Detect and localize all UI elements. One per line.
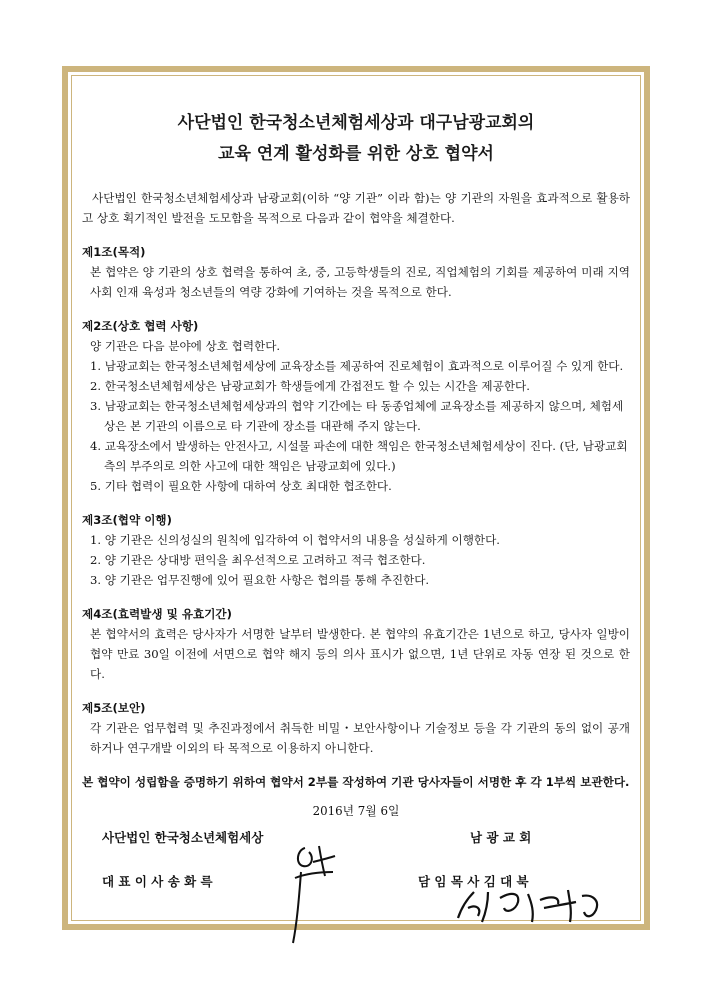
party-right-rep: 담 임 목 사 김 대 북: [418, 874, 529, 889]
closing-statement: 본 협약이 성립함을 증명하기 위하여 협약서 2부를 작성하여 기관 당사자들이 서명한 후 각 1부씩 보관한다.: [82, 775, 630, 789]
article-heading: 제2조(상호 협력 사항): [82, 319, 199, 333]
party-left-rep: 대 표 이 사 송 화 륵: [102, 874, 213, 889]
article-items: [82, 530, 630, 590]
article-heading: 제5조(보안): [82, 701, 146, 715]
article-1: [82, 242, 630, 302]
list-item: 1. 남광교회는 한국청소년체험세상에 교육장소를 제공하여 진로체험이 효과적으로 이루어질 수 있게 한다.: [90, 359, 624, 373]
agreement-document: [82, 108, 630, 818]
document-title: [82, 108, 630, 170]
article-5: [82, 698, 630, 758]
article-heading: 제4조(효력발생 및 유효기간): [82, 607, 232, 621]
article-2: [82, 316, 630, 496]
signing-date: 2016년 7월 6일: [312, 804, 400, 818]
article-4: [82, 604, 630, 684]
list-item: 3. 양 기관은 업무진행에 있어 필요한 사항은 협의를 통해 추진한다.: [90, 573, 430, 587]
list-item: 4. 교육장소에서 발생하는 안전사고, 시설물 파손에 대한 책임은 한국청소년체험세상이 진다. (단, 남광교회 측의 부주의로 의한 사고에 대한 책임은 남광교회에 있다.): [90, 439, 628, 473]
list-item: 2. 한국청소년체험세상은 남광교회가 학생들에게 간접전도 할 수 있는 시간을 제공한다.: [90, 379, 530, 393]
article-body: 각 기관은 업무협력 및 추진과정에서 취득한 비밀・보안사항이나 기술정보 등을 각 기관의 동의 없이 공개하거나 연구개발 이외의 타 목적으로 이용하지 아니한다.: [90, 721, 630, 755]
article-body: 양 기관은 다음 분야에 상호 협력한다.: [90, 339, 281, 353]
list-item: 2. 양 기관은 상대방 편익을 최우선적으로 고려하고 적극 협조한다.: [90, 553, 426, 567]
intro-paragraph: 사단법인 한국청소년체험세상과 남광교회(이하 “양 기관” 이라 함)는 양 기관의 자원을 효과적으로 활용하고 상호 획기적인 발전을 도모함을 목적으로 다음과 같이 협약을 체결한다.: [82, 191, 630, 225]
article-heading: 제3조(협약 이행): [82, 513, 172, 527]
signature-right-icon: [448, 878, 618, 928]
signature-left-icon: [275, 828, 355, 948]
article-body: 본 협약서의 효력은 당사자가 서명한 날부터 발생한다. 본 협약의 유효기간은 1년으로 하고, 당사자 일방이 협약 만료 30일 이전에 서면으로 협약 해지 등의 의사 표시가 없으면, 1년 단위로 자동 연장 된 것으로 한다.: [90, 627, 630, 681]
party-right-org: 남 광 교 회: [470, 830, 532, 845]
party-left-org: 사단법인 한국청소년체험세상: [102, 830, 264, 845]
list-item: 3. 남광교회는 한국청소년체험세상과의 협약 기간에는 타 동종업체에 교육장소를 제공하지 않으며, 체험세상은 본 기관의 이름으로 타 기관에 장소를 대관해 주지 않는다.: [90, 399, 624, 433]
article-heading: 제1조(목적): [82, 245, 146, 259]
list-item: 5. 기타 협력이 필요한 사항에 대하여 상호 최대한 협조한다.: [90, 479, 392, 493]
title-line-1: 사단법인 한국청소년체험세상과 대구남광교회의: [177, 113, 535, 133]
article-body: 본 협약은 양 기관의 상호 협력을 통하여 초, 중, 고등학생들의 진로, 직업체험의 기회를 제공하여 미래 지역사회 인재 육성과 청소년들의 역량 강화에 기여하는 것을 목적으로 한다.: [90, 265, 630, 299]
article-items: [82, 356, 630, 496]
title-line-2: 교육 연계 활성화를 위한 상호 협약서: [218, 144, 494, 164]
article-3: [82, 510, 630, 590]
list-item: 1. 양 기관은 신의성실의 원칙에 입각하여 이 협약서의 내용을 성실하게 이행한다.: [90, 533, 500, 547]
